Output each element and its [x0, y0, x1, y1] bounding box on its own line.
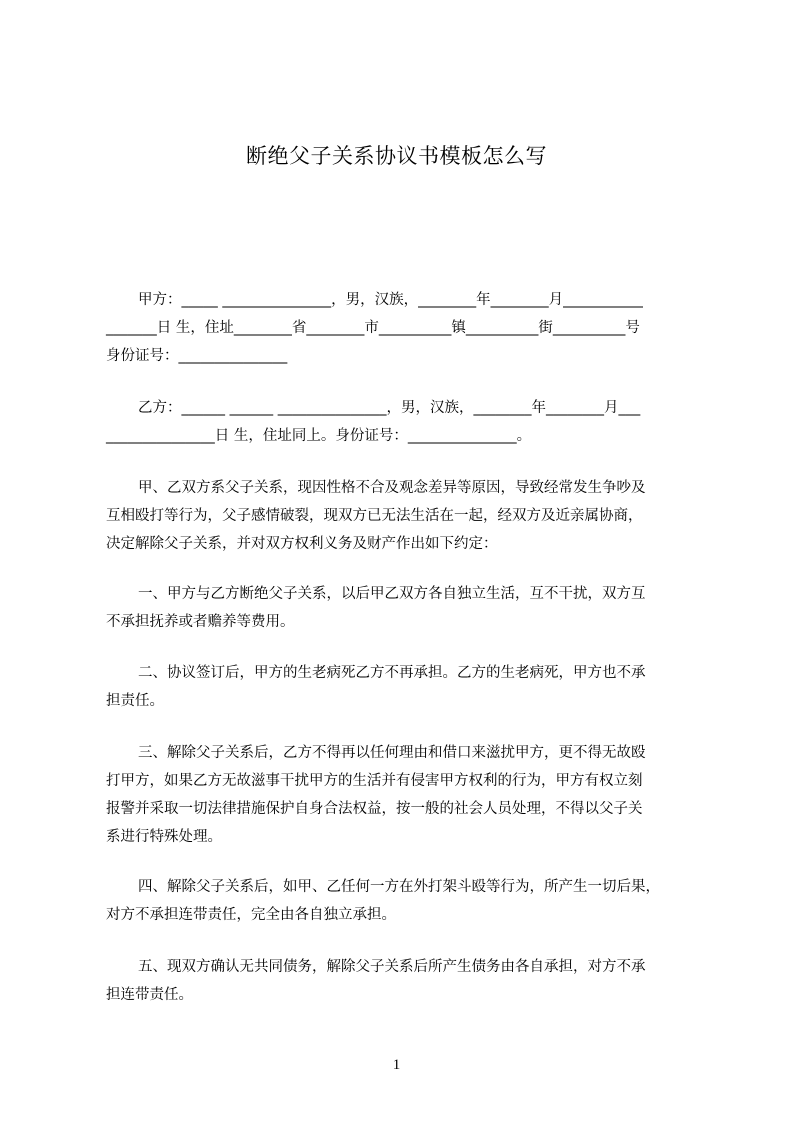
clause-2-paragraph — [106, 659, 706, 715]
clause-4-line-1: 四、解除父子关系后，如甲、乙任何一方在外打架斗殴等行为，所产生一切后果， — [138, 879, 660, 895]
clause-5-line-2: 担连带责任。 — [106, 987, 193, 1003]
preamble-paragraph — [106, 474, 706, 558]
page-number: 1 — [392, 1057, 401, 1073]
party-a-paragraph — [106, 286, 706, 370]
clause-3-paragraph — [106, 739, 706, 851]
clause-2-line-1: 二、协议签订后，甲方的生老病死乙方不再承担。乙方的生老病死，甲方也不承 — [138, 665, 646, 681]
clause-4-line-2: 对方不承担连带责任，完全由各自独立承担。 — [106, 907, 396, 923]
party-b-paragraph — [106, 394, 706, 450]
clause-2-line-2: 担责任。 — [106, 693, 164, 709]
party-a-line-3: 身份证号：_______________ — [106, 348, 288, 364]
party-b-line-2: _______________日 生，住址同上。身份证号：_______________。 — [106, 428, 532, 444]
preamble-line-2: 互相殴打等行为，父子感情破裂，现双方已无法生活在一起，经双方及近亲属协商， — [106, 508, 643, 524]
clause-3-line-3: 报警并采取一切法律措施保护自身合法权益，按一般的社会人员处理，不得以父子关 — [106, 801, 643, 817]
party-a-line-1: 甲方：_____ _______________，男，汉族，________年________月___________ — [138, 292, 643, 308]
clause-5-line-1: 五、现双方确认无共同债务，解除父子关系后所产生债务由各自承担，对方不承 — [138, 959, 646, 975]
document-title: 断绝父子关系协议书模板怎么写 — [246, 144, 547, 168]
clause-1-line-1: 一、甲方与乙方断绝父子关系，以后甲乙双方各自独立生活，互不干扰，双方互 — [138, 586, 646, 602]
preamble-line-3: 决定解除父子关系，并对双方权利义务及财产作出如下约定： — [106, 536, 498, 552]
clause-4-paragraph — [106, 873, 706, 929]
preamble-line-1: 甲、乙双方系父子关系，现因性格不合及观念差异等原因，导致经常发生争吵及 — [138, 480, 646, 496]
clause-3-line-1: 三、解除父子关系后，乙方不得再以任何理由和借口来滋扰甲方，更不得无故殴 — [138, 745, 646, 761]
clause-5-paragraph — [106, 953, 706, 1009]
clause-3-line-2: 打甲方，如果乙方无故滋事干扰甲方的生活并有侵害甲方权利的行为，甲方有权立刻 — [106, 773, 643, 789]
clause-1-line-2: 不承担抚养或者赡养等费用。 — [106, 614, 295, 630]
clause-1-paragraph — [106, 580, 706, 636]
clause-3-line-4: 系进行特殊处理。 — [106, 829, 222, 845]
party-a-line-2: _______日 生，住址________省________市__________镇__________街__________号 — [106, 320, 640, 336]
party-b-line-1: 乙方：______ ______ _______________，男，汉族，________年________月___ — [138, 400, 641, 416]
